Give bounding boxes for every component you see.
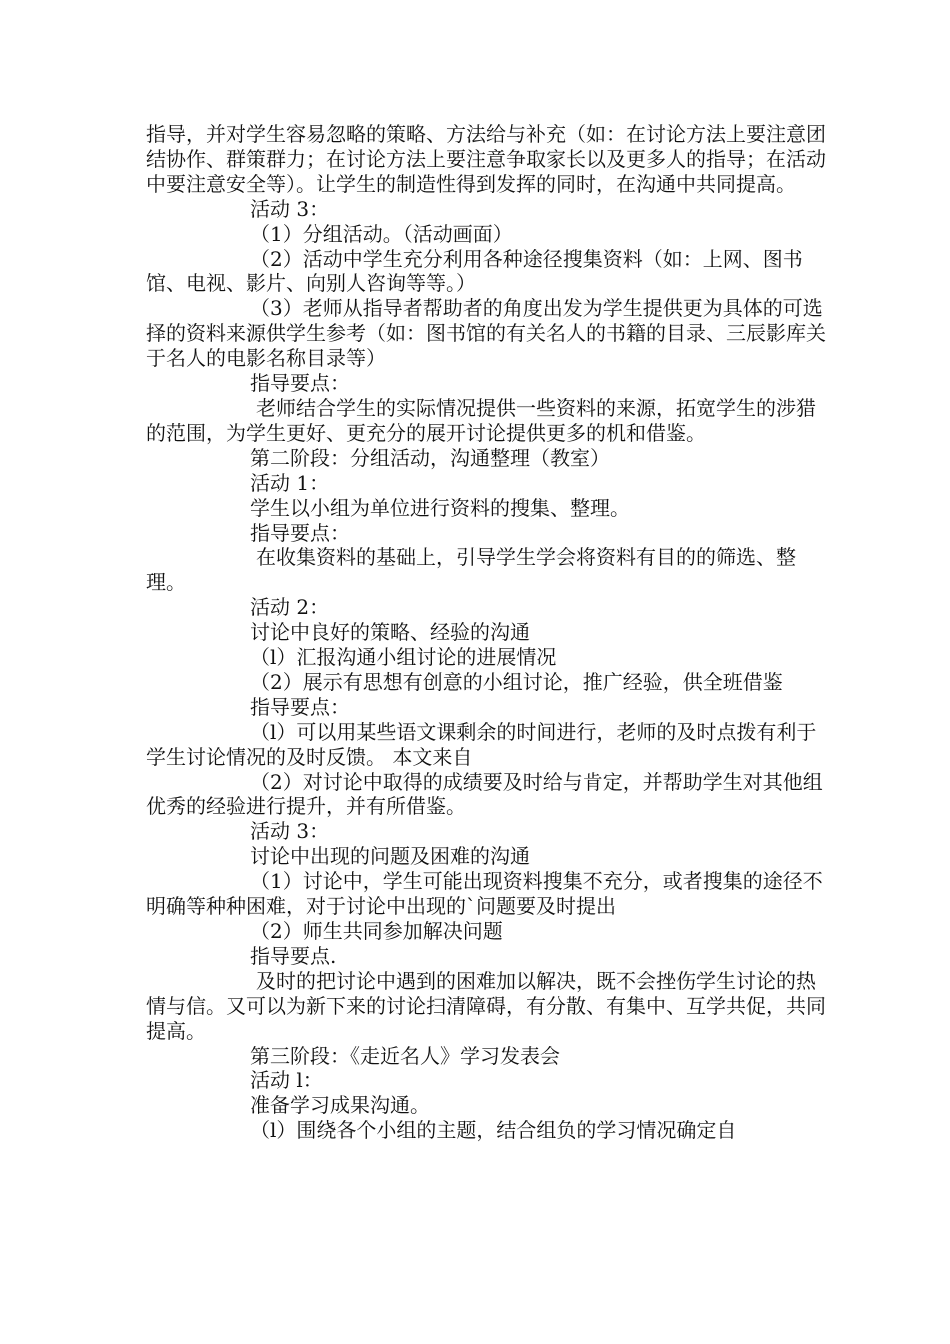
paragraph: 指导要点： — [250, 694, 350, 719]
paragraph: （2）对讨论中取得的成绩要及时给与肯定，并帮助学生对其他组优秀的经验进行提升，并有所借鉴。 — [146, 769, 823, 819]
paragraph: 老师结合学生的实际情况提供一些资料的来源，拓宽学生的涉猎的范围，为学生更好、更充分的展开讨论提供更多的机和借鉴。 — [146, 395, 816, 445]
paragraph: 及时的把讨论中遇到的困难加以解决，既不会挫伤学生讨论的热情与信。又可以为新下来的讨论扫清障碍，有分散、有集中、互学共促，共同提高。 — [146, 968, 826, 1043]
paragraph: （3）老师从指导者帮助者的角度出发为学生提供更为具体的可选择的资料来源供学生参考（如：图书馆的有关名人的书籍的目录、三辰影库关于名人的电影名称目录等） — [146, 296, 826, 371]
paragraph: （2）活动中学生充分利用各种途径搜集资料（如：上网、图书馆、电视、影片、向别人咨询等等。） — [146, 246, 803, 296]
paragraph: 活动 1： — [250, 470, 330, 495]
paragraph: 在收集资料的基础上，引导学生学会将资料有目的的筛选、整理。 — [146, 545, 796, 595]
paragraph: （1）分组活动。（活动画面） — [250, 221, 513, 246]
paragraph: 指导要点： — [250, 520, 350, 545]
paragraph: （l）可以用某些语文课剩余的时间进行，老师的及时点拨有利于学生讨论情况的及时反馈。 本文来自 — [146, 719, 817, 769]
paragraph: 指导，并对学生容易忽略的策略、方法给与补充（如：在讨论方法上要注意团结协作、群策群力；在讨论方法上要注意争取家长以及更多人的指导；在活动中要注意安全等）。让学生的制造性得到发挥的同时，在沟通中共同提高。 — [146, 122, 826, 196]
document-body — [146, 122, 826, 1143]
paragraph: （2）展示有思想有创意的小组讨论，推广经验，供全班借鉴 — [250, 669, 783, 694]
paragraph: 学生以小组为单位进行资料的搜集、整理。 — [250, 495, 630, 520]
paragraph: 指导要点. — [250, 943, 337, 968]
paragraph: 活动 l： — [250, 1068, 323, 1093]
paragraph: （l）围绕各个小组的主题，结合组负的学习情况确定自 — [250, 1118, 737, 1143]
paragraph: （1）讨论中，学生可能出现资料搜集不充分，或者搜集的途径不明确等种种困难，对于讨论中出现的`问题要及时提出 — [146, 869, 823, 919]
paragraph: （2）师生共同参加解决问题 — [250, 919, 503, 943]
paragraph: （l）汇报沟通小组讨论的进展情况 — [250, 645, 557, 670]
paragraph: 活动 3： — [250, 196, 330, 221]
section-heading: 第二阶段：分组活动，沟通整理（教室） — [250, 445, 610, 470]
section-heading: 第三阶段：《走近名人》学习发表会 — [250, 1043, 560, 1068]
paragraph: 准备学习成果沟通。 — [250, 1093, 430, 1118]
paragraph: 指导要点： — [250, 371, 350, 396]
paragraph: 讨论中良好的策略、经验的沟通 — [250, 620, 530, 645]
paragraph: 讨论中出现的问题及困难的沟通 — [250, 844, 530, 869]
paragraph: 活动 3： — [250, 819, 330, 844]
paragraph: 活动 2： — [250, 595, 330, 620]
